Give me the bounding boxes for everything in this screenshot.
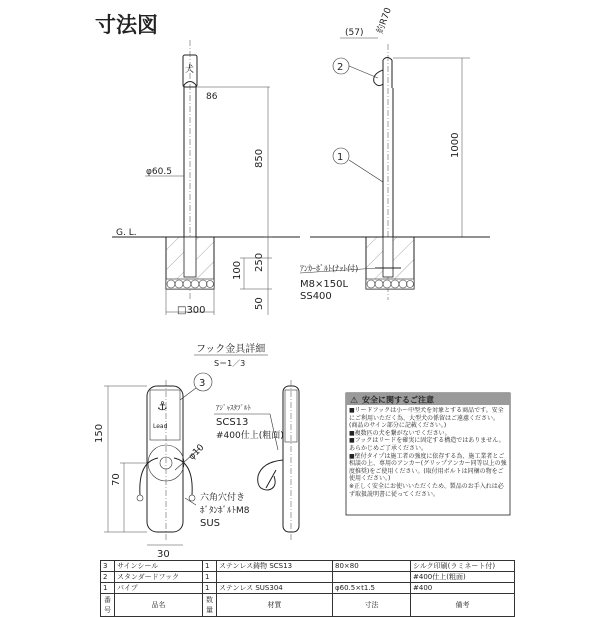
cell-spec bbox=[333, 572, 411, 583]
notice-item: ■リードフックは小～中型犬を対象とする商品です。安全にご利用いただく為、大型犬の係留はご遠慮ください。(商品のサイン部分に記載ください。) bbox=[349, 407, 504, 430]
dim-r70: 約R70 bbox=[375, 6, 394, 36]
dim-phi10: φ10 bbox=[187, 442, 207, 463]
cell-note: シルク印刷(ラミネート付) bbox=[411, 561, 515, 572]
cell-name: スタンダードフック bbox=[115, 572, 203, 583]
label-b1: 六角穴付き bbox=[200, 493, 246, 503]
cell-qty: 1 bbox=[203, 583, 217, 594]
hook-detail bbox=[94, 342, 299, 560]
svg-text:⚓: ⚓ bbox=[157, 399, 168, 413]
dim-70: 70 bbox=[111, 473, 122, 486]
cell-no: 3 bbox=[101, 561, 115, 572]
cell-no: 2 bbox=[101, 572, 115, 583]
cell-note: #400 bbox=[411, 583, 515, 594]
notice-body bbox=[349, 407, 507, 513]
anchor-label-1: ｱﾝｶｰﾎﾞﾙﾄ(ﾅｯﾄ付) bbox=[300, 264, 359, 273]
dim-150: 150 bbox=[94, 423, 105, 443]
dim-phi605: φ60.5 bbox=[146, 167, 172, 177]
cell-spec: φ60.5×t1.5 bbox=[333, 583, 411, 594]
dim-850: 850 bbox=[254, 148, 265, 168]
cell-material: ステンレス鋳物 SCS13 bbox=[217, 561, 333, 572]
header-qty: 数量 bbox=[203, 594, 217, 617]
cell-note: #400仕上(粗面) bbox=[411, 572, 515, 583]
header-no: 番号 bbox=[101, 594, 115, 617]
notice-heading: 安全に関するご注意 bbox=[362, 395, 434, 405]
header-material: 材質 bbox=[217, 594, 333, 617]
callout-3: 3 bbox=[199, 378, 206, 389]
dim-86: 86 bbox=[206, 92, 218, 102]
gravel-layer bbox=[166, 279, 214, 289]
dim-250: 250 bbox=[254, 252, 265, 272]
dim-100: 100 bbox=[232, 260, 243, 280]
notice-item: ※正しく安全にお使いいただくため、製品のお手入れは必ず取扱説明書に従ってください。 bbox=[349, 482, 504, 498]
cell-material: ステンレス SUS304 bbox=[217, 583, 333, 594]
gl-label: G. L. bbox=[116, 228, 137, 238]
label-b3: SUS bbox=[200, 518, 221, 529]
table-header-row bbox=[101, 594, 515, 617]
table-row bbox=[101, 583, 515, 594]
dim-57: (57) bbox=[345, 28, 364, 38]
anchor-label-3: SS400 bbox=[300, 291, 332, 302]
label-a1: ｱｼﾞｬｽﾀﾌﾞﾙﾄ bbox=[216, 404, 251, 412]
right-elevation bbox=[300, 6, 490, 302]
drawing-title: 寸法図 bbox=[95, 13, 158, 37]
cell-name: サインシール bbox=[115, 561, 203, 572]
cell-no: 1 bbox=[101, 583, 115, 594]
detail-scale: S＝1／3 bbox=[214, 359, 246, 368]
dim-50: 50 bbox=[254, 297, 265, 310]
cell-qty: 1 bbox=[203, 572, 217, 583]
dim-30: 30 bbox=[157, 549, 170, 560]
left-elevation bbox=[112, 40, 300, 316]
cell-qty: 1 bbox=[203, 561, 217, 572]
svg-text:Lead: Lead bbox=[153, 423, 168, 430]
notice-item: ■壁付タイプは施工者の強度に依存する為、施工業者とご相談の上、専用のアンカー(グリップアンカー同等以上の強度推奨)をご使用ください。(取付用ボルトは同梱の物をご使用ください。) bbox=[349, 452, 507, 483]
header-note: 備考 bbox=[411, 594, 515, 617]
header-name: 品名 bbox=[115, 594, 203, 617]
table-row bbox=[101, 561, 515, 572]
cell-material bbox=[217, 572, 333, 583]
table-row bbox=[101, 572, 515, 583]
label-b2: ﾎﾞﾀﾝﾎﾞﾙﾄM8 bbox=[200, 506, 250, 516]
parts-table bbox=[100, 560, 515, 617]
label-a2: SCS13 bbox=[216, 417, 249, 428]
header-spec: 寸法 bbox=[333, 594, 411, 617]
label-a3: #400仕上(粗面) bbox=[216, 431, 284, 441]
dim-1000: 1000 bbox=[450, 132, 461, 158]
dim-base: □300 bbox=[177, 305, 206, 316]
notice-item: ■フックはリードを確実に固定する構造ではありません。あらかじめご了承ください。 bbox=[349, 437, 505, 452]
callout-1: 1 bbox=[337, 152, 344, 163]
cell-name: パイプ bbox=[115, 583, 203, 594]
callout-2: 2 bbox=[337, 62, 344, 73]
sign-glyph: 犬 bbox=[185, 65, 195, 75]
detail-title: フック金具詳細 bbox=[196, 344, 266, 355]
svg-text:⚠: ⚠ bbox=[350, 396, 359, 406]
gravel-layer-right bbox=[366, 279, 414, 289]
notice-item: ■複数匹の犬を繋がないでください。 bbox=[349, 429, 451, 437]
anchor-label-2: M8×150L bbox=[300, 279, 349, 290]
cell-spec: 80×80 bbox=[333, 561, 411, 572]
